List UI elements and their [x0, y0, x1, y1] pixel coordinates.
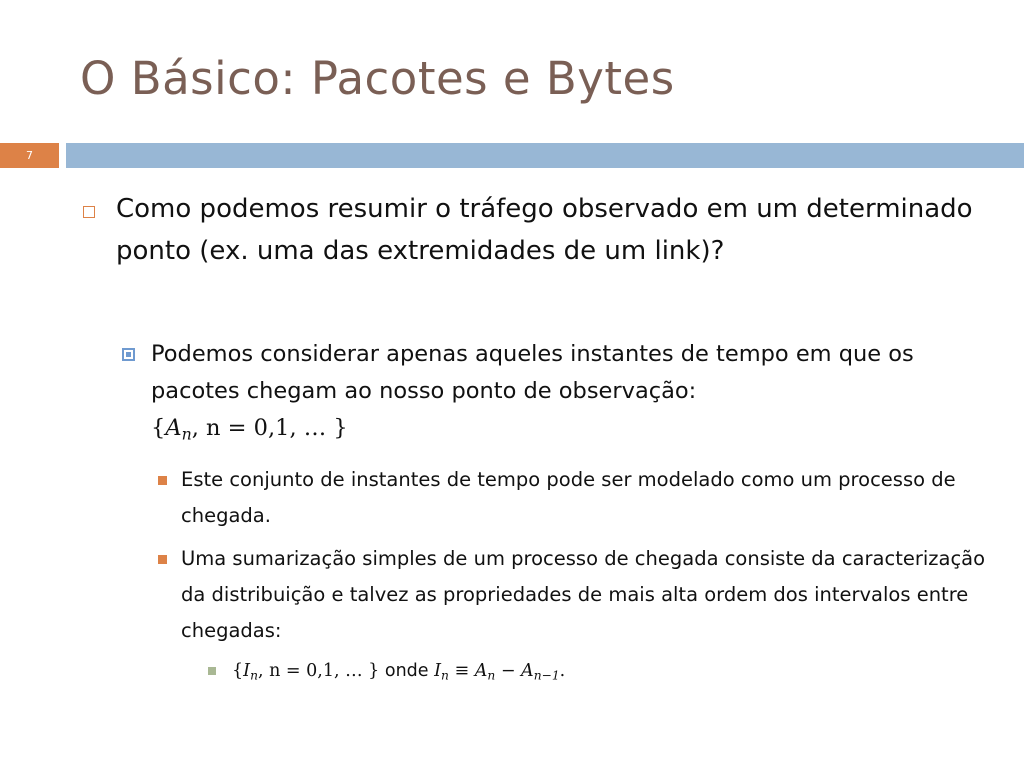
bullet-level2-text	[151, 336, 1001, 447]
formula-sub: n	[441, 668, 449, 683]
bullet-square-small-icon	[208, 667, 216, 675]
formula-equiv: ≡	[448, 661, 475, 681]
formula-sub: n	[181, 424, 192, 444]
formula-sub: n−1	[533, 668, 560, 683]
page-number: 7	[26, 149, 33, 162]
bullet-level2-body: Podemos considerar apenas aqueles instantes de tempo em que os pacotes chegam ao nosso ponto de observação:	[151, 341, 914, 404]
formula-var: I	[434, 661, 442, 681]
bullet-square-filled-icon	[158, 476, 167, 485]
formula-period: .	[559, 661, 566, 681]
formula-var: A	[474, 661, 488, 681]
bullet-square-dotted-icon	[122, 348, 135, 361]
interval-set-formula	[232, 661, 379, 681]
formula-sub: n	[487, 668, 496, 683]
bullet-level4-text	[232, 656, 565, 686]
formula-var: A	[165, 415, 182, 441]
formula-connector: onde	[379, 661, 435, 681]
bullet-level3-text-2: Uma sumarização simples de um processo de chegada consiste da caracterização da distribuição e talvez as propriedades de mais alta ordem dos intervalos entre chegadas:	[181, 547, 986, 642]
bullet-square-filled-icon	[158, 555, 167, 564]
formula-brace: {	[151, 415, 166, 441]
arrival-set-formula	[151, 415, 348, 444]
formula-sub: n	[250, 668, 258, 683]
bullet-square-hollow-icon	[83, 206, 95, 218]
formula-rest: , n = 0,1, … }	[191, 415, 348, 441]
interval-definition-formula	[434, 661, 565, 681]
page-number-badge	[0, 143, 59, 168]
bullet-level3-text-1: Este conjunto de instantes de tempo pode ser modelado como um processo de chegada.	[181, 468, 956, 527]
formula-brace: {	[232, 661, 244, 681]
slide-title: O Básico: Pacotes e Bytes	[80, 52, 675, 105]
bullet-level1-text: Como podemos resumir o tráfego observado em um determinado ponto (ex. uma das extremidades de um link)?	[116, 194, 973, 266]
formula-minus: −	[495, 661, 522, 681]
header-bar	[66, 143, 1024, 168]
formula-var: I	[243, 661, 251, 681]
formula-rest: , n = 0,1, … }	[257, 661, 380, 681]
formula-var: A	[521, 661, 534, 681]
